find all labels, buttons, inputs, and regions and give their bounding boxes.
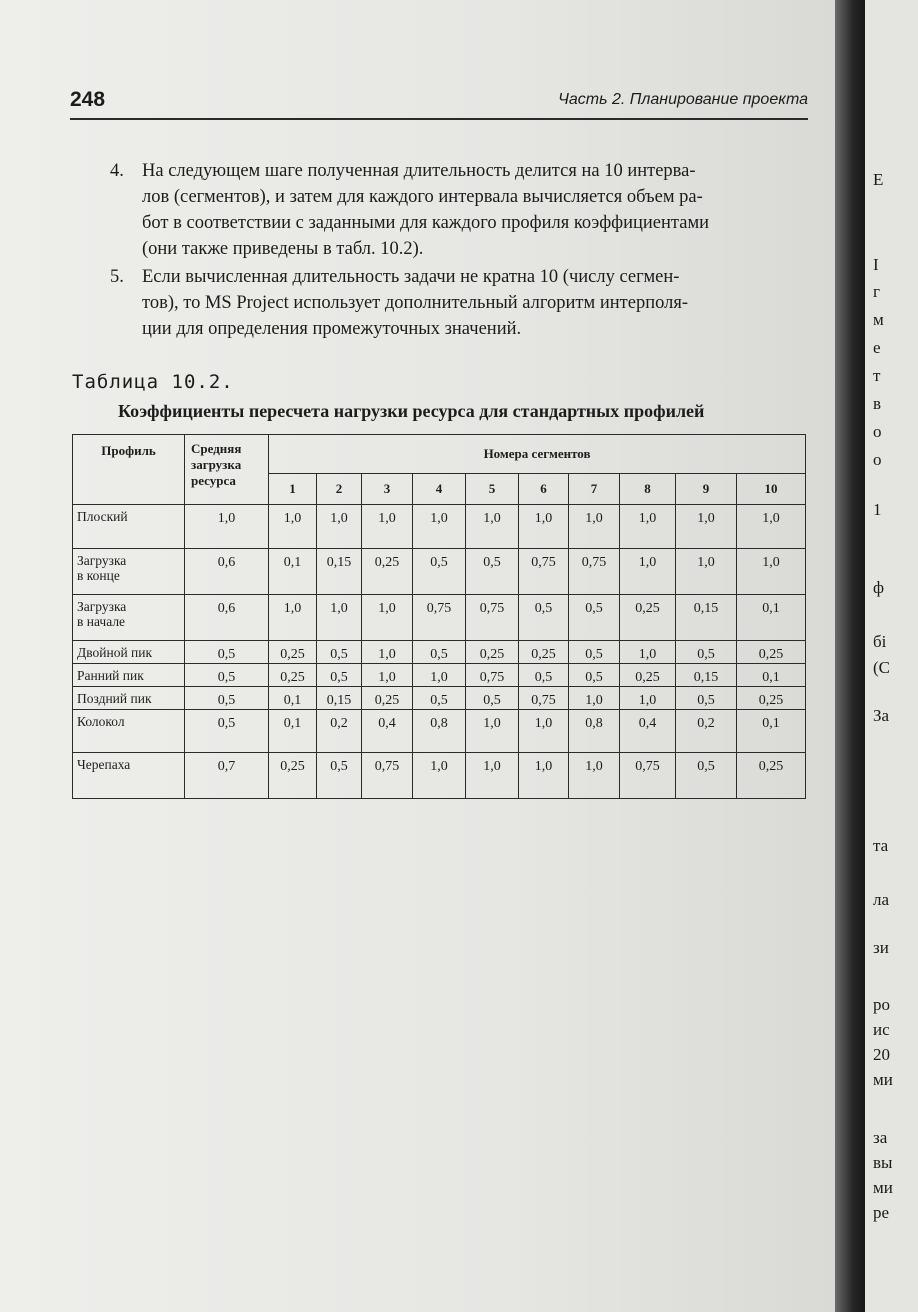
segment-value-cell: 1,0 — [519, 753, 569, 799]
profile-name-cell — [73, 687, 185, 710]
segment-value-cell: 1,0 — [569, 687, 620, 710]
adjacent-page-fragment: за — [873, 1128, 888, 1147]
segment-value-cell: 1,0 — [620, 505, 676, 549]
segment-value-cell: 0,5 — [676, 753, 737, 799]
header-segment: 1 — [269, 474, 317, 505]
segment-value-cell: 0,75 — [620, 753, 676, 799]
table-body — [73, 505, 806, 799]
segment-value-cell: 0,2 — [317, 710, 362, 753]
adjacent-page-fragment: в — [873, 394, 882, 413]
segment-value-cell: 1,0 — [620, 641, 676, 664]
table-row — [73, 549, 806, 595]
segment-value-cell: 0,5 — [519, 595, 569, 641]
segment-value-cell: 0,25 — [737, 753, 806, 799]
adjacent-page-fragment: I — [873, 255, 879, 274]
page-number: 248 — [70, 88, 106, 111]
adjacent-page-fragment: ми — [873, 1178, 893, 1197]
average-load-cell: 0,5 — [185, 641, 269, 664]
adjacent-page-fragment: бі — [873, 632, 887, 651]
segment-value-cell: 0,5 — [569, 595, 620, 641]
profile-name-line: Двойной пик — [77, 645, 153, 660]
header-profile: Профиль — [73, 435, 185, 505]
table-row — [73, 687, 806, 710]
header-average-load — [185, 435, 269, 505]
segment-value-cell: 1,0 — [676, 549, 737, 595]
header-segment: 10 — [737, 474, 806, 505]
adjacent-page-fragment: г — [873, 282, 880, 301]
header-segment: 6 — [519, 474, 569, 505]
text-line: тов), то MS Project использует дополнительный алгоритм интерполя- — [142, 293, 689, 313]
segment-value-cell: 0,25 — [362, 549, 413, 595]
segment-value-cell: 1,0 — [362, 595, 413, 641]
segment-value-cell: 0,5 — [317, 664, 362, 687]
segment-value-cell: 0,5 — [676, 641, 737, 664]
adjacent-page-fragment: ис — [873, 1020, 890, 1039]
segment-value-cell: 0,5 — [413, 687, 466, 710]
segment-value-cell: 1,0 — [413, 753, 466, 799]
segment-value-cell: 1,0 — [737, 505, 806, 549]
profile-name-cell — [73, 549, 185, 595]
adjacent-page-edge — [865, 0, 918, 1312]
average-load-cell: 0,5 — [185, 664, 269, 687]
segment-value-cell: 0,4 — [362, 710, 413, 753]
list-item-text — [142, 264, 810, 342]
segment-value-cell: 1,0 — [362, 664, 413, 687]
segment-value-cell: 0,25 — [620, 664, 676, 687]
adjacent-page-fragment: о — [873, 450, 882, 469]
segment-value-cell: 0,25 — [269, 753, 317, 799]
header-segment: 2 — [317, 474, 362, 505]
segment-value-cell: 0,1 — [269, 710, 317, 753]
segment-value-cell: 0,5 — [676, 687, 737, 710]
header-segment: 4 — [413, 474, 466, 505]
adjacent-page-fragment: м — [873, 310, 884, 329]
segment-value-cell: 0,15 — [676, 664, 737, 687]
list-item-number: 5. — [110, 267, 124, 287]
segment-value-cell: 1,0 — [269, 595, 317, 641]
profile-name-cell — [73, 753, 185, 799]
average-load-cell: 0,7 — [185, 753, 269, 799]
segment-value-cell: 0,1 — [737, 664, 806, 687]
bleed-through-text — [90, 830, 810, 852]
profile-name-cell — [73, 595, 185, 641]
adjacent-page-fragment: ре — [873, 1203, 890, 1222]
book-gutter — [835, 0, 865, 1312]
segment-value-cell: 0,75 — [519, 549, 569, 595]
segment-value-cell: 0,5 — [317, 641, 362, 664]
segment-value-cell: 0,15 — [317, 549, 362, 595]
segment-value-cell: 0,15 — [317, 687, 362, 710]
table-row — [73, 595, 806, 641]
list-item-5 — [110, 264, 810, 342]
profile-name-line: Ранний пик — [77, 668, 144, 683]
adjacent-page-fragment: 1 — [873, 500, 882, 519]
profile-name-line: Плоский — [77, 509, 128, 524]
segment-value-cell: 0,4 — [620, 710, 676, 753]
adjacent-page-fragment: вы — [873, 1153, 893, 1172]
segment-value-cell: 0,25 — [362, 687, 413, 710]
adjacent-page-fragment: (С — [873, 658, 890, 677]
adjacent-page-fragment: За — [873, 706, 890, 725]
segment-value-cell: 0,5 — [413, 641, 466, 664]
coefficients-table — [72, 434, 806, 799]
segment-value-cell: 1,0 — [519, 710, 569, 753]
segment-value-cell: 0,75 — [569, 549, 620, 595]
adjacent-page-fragment: Е — [873, 170, 884, 189]
profile-name-line: в конце — [77, 568, 120, 583]
segment-value-cell: 1,0 — [569, 753, 620, 799]
segment-value-cell: 1,0 — [676, 505, 737, 549]
adjacent-page-fragment: зи — [873, 938, 889, 957]
segment-value-cell: 0,75 — [413, 595, 466, 641]
header-segment-numbers: Номера сегментов — [269, 435, 806, 474]
segment-value-cell: 0,75 — [466, 595, 519, 641]
segment-value-cell: 0,25 — [269, 664, 317, 687]
list-item-4 — [110, 158, 810, 262]
segment-value-cell: 0,8 — [569, 710, 620, 753]
adjacent-page-fragment: та — [873, 836, 889, 855]
segment-value-cell: 1,0 — [466, 505, 519, 549]
segment-value-cell: 0,1 — [737, 595, 806, 641]
adjacent-page-fragment: ла — [873, 890, 890, 909]
segment-value-cell: 0,15 — [676, 595, 737, 641]
adjacent-page-fragment: т — [873, 366, 881, 385]
segment-value-cell: 1,0 — [362, 505, 413, 549]
text-line: Если вычисленная длительность задачи не кратна 10 (числу сегмен- — [142, 267, 680, 287]
segment-value-cell: 1,0 — [620, 549, 676, 595]
page-header — [70, 88, 808, 112]
segment-value-cell: 0,8 — [413, 710, 466, 753]
profile-name-line: Колокол — [77, 714, 125, 729]
segment-value-cell: 0,25 — [466, 641, 519, 664]
text-line: бот в соответствии с заданными для каждого профиля коэффициентами — [142, 213, 710, 233]
adjacent-page-fragment: ф — [873, 578, 885, 597]
segment-value-cell: 1,0 — [466, 710, 519, 753]
profile-name-line: Поздний пик — [77, 691, 152, 706]
profile-name-cell — [73, 505, 185, 549]
segment-value-cell: 1,0 — [737, 549, 806, 595]
segment-value-cell: 0,25 — [737, 687, 806, 710]
segment-value-cell: 1,0 — [569, 505, 620, 549]
header-average-line: Средняя — [191, 441, 242, 456]
profile-name-line: Загрузка — [77, 599, 127, 614]
segment-value-cell: 0,5 — [569, 641, 620, 664]
average-load-cell: 0,5 — [185, 710, 269, 753]
segment-value-cell: 0,25 — [519, 641, 569, 664]
segment-value-cell: 0,5 — [466, 549, 519, 595]
table-row — [73, 710, 806, 753]
text-line: На следующем шаге полученная длительность делится на 10 интерва- — [142, 161, 696, 181]
adjacent-page-fragment: ро — [873, 995, 890, 1014]
adjacent-page-fragment: е — [873, 338, 881, 357]
list-item-number: 4. — [110, 161, 124, 181]
segment-value-cell: 0,2 — [676, 710, 737, 753]
segment-value-cell: 1,0 — [413, 505, 466, 549]
text-line: (они также приведены в табл. 10.2). — [142, 239, 424, 259]
profile-name-line: Загрузка — [77, 553, 127, 568]
segment-value-cell: 0,75 — [519, 687, 569, 710]
text-line: лов (сегментов), и затем для каждого интервала вычисляется объем ра- — [142, 187, 703, 207]
header-segment: 5 — [466, 474, 519, 505]
segment-value-cell: 0,75 — [466, 664, 519, 687]
segment-value-cell: 0,25 — [269, 641, 317, 664]
segment-value-cell: 0,5 — [413, 549, 466, 595]
segment-value-cell: 1,0 — [317, 595, 362, 641]
average-load-cell: 0,6 — [185, 595, 269, 641]
table-row — [73, 753, 806, 799]
segment-value-cell: 1,0 — [519, 505, 569, 549]
average-load-cell: 0,5 — [185, 687, 269, 710]
profile-name-line: в начале — [77, 614, 126, 629]
profile-name-cell — [73, 664, 185, 687]
segment-value-cell: 1,0 — [466, 753, 519, 799]
header-average-line: ресурса — [191, 473, 236, 488]
segment-value-cell: 1,0 — [362, 641, 413, 664]
running-head: Часть 2. Планирование проекта — [558, 91, 808, 108]
segment-value-cell: 0,5 — [519, 664, 569, 687]
header-segment: 3 — [362, 474, 413, 505]
header-segment: 7 — [569, 474, 620, 505]
segment-value-cell: 0,5 — [317, 753, 362, 799]
segment-value-cell: 0,5 — [569, 664, 620, 687]
header-rule — [70, 118, 808, 120]
average-load-cell: 1,0 — [185, 505, 269, 549]
average-load-cell: 0,6 — [185, 549, 269, 595]
table-row — [73, 664, 806, 687]
segment-value-cell: 0,25 — [620, 595, 676, 641]
profile-name-cell — [73, 641, 185, 664]
table-caption: Коэффициенты пересчета нагрузки ресурса для стандартных профилей — [118, 401, 705, 421]
adjacent-page-fragment: ми — [873, 1070, 893, 1089]
header-segment: 9 — [676, 474, 737, 505]
segment-value-cell: 1,0 — [620, 687, 676, 710]
segment-value-cell: 0,1 — [737, 710, 806, 753]
segment-value-cell: 0,25 — [737, 641, 806, 664]
segment-value-cell: 1,0 — [269, 505, 317, 549]
profile-name-line: Черепаха — [77, 757, 131, 772]
segment-value-cell: 0,1 — [269, 549, 317, 595]
segment-value-cell: 0,1 — [269, 687, 317, 710]
adjacent-page-fragment: 20 — [873, 1045, 890, 1064]
table-row — [73, 505, 806, 549]
text-line: ции для определения промежуточных значений. — [142, 319, 522, 339]
header-average-line: загрузка — [191, 457, 242, 472]
segment-value-cell: 0,5 — [466, 687, 519, 710]
segment-value-cell: 1,0 — [317, 505, 362, 549]
segment-value-cell: 1,0 — [413, 664, 466, 687]
header-segment: 8 — [620, 474, 676, 505]
adjacent-page-fragment: о — [873, 422, 882, 441]
list-item-text — [142, 158, 810, 262]
table-row — [73, 641, 806, 664]
table-label: Таблица 10.2. — [72, 371, 234, 393]
segment-value-cell: 0,75 — [362, 753, 413, 799]
profile-name-cell — [73, 710, 185, 753]
